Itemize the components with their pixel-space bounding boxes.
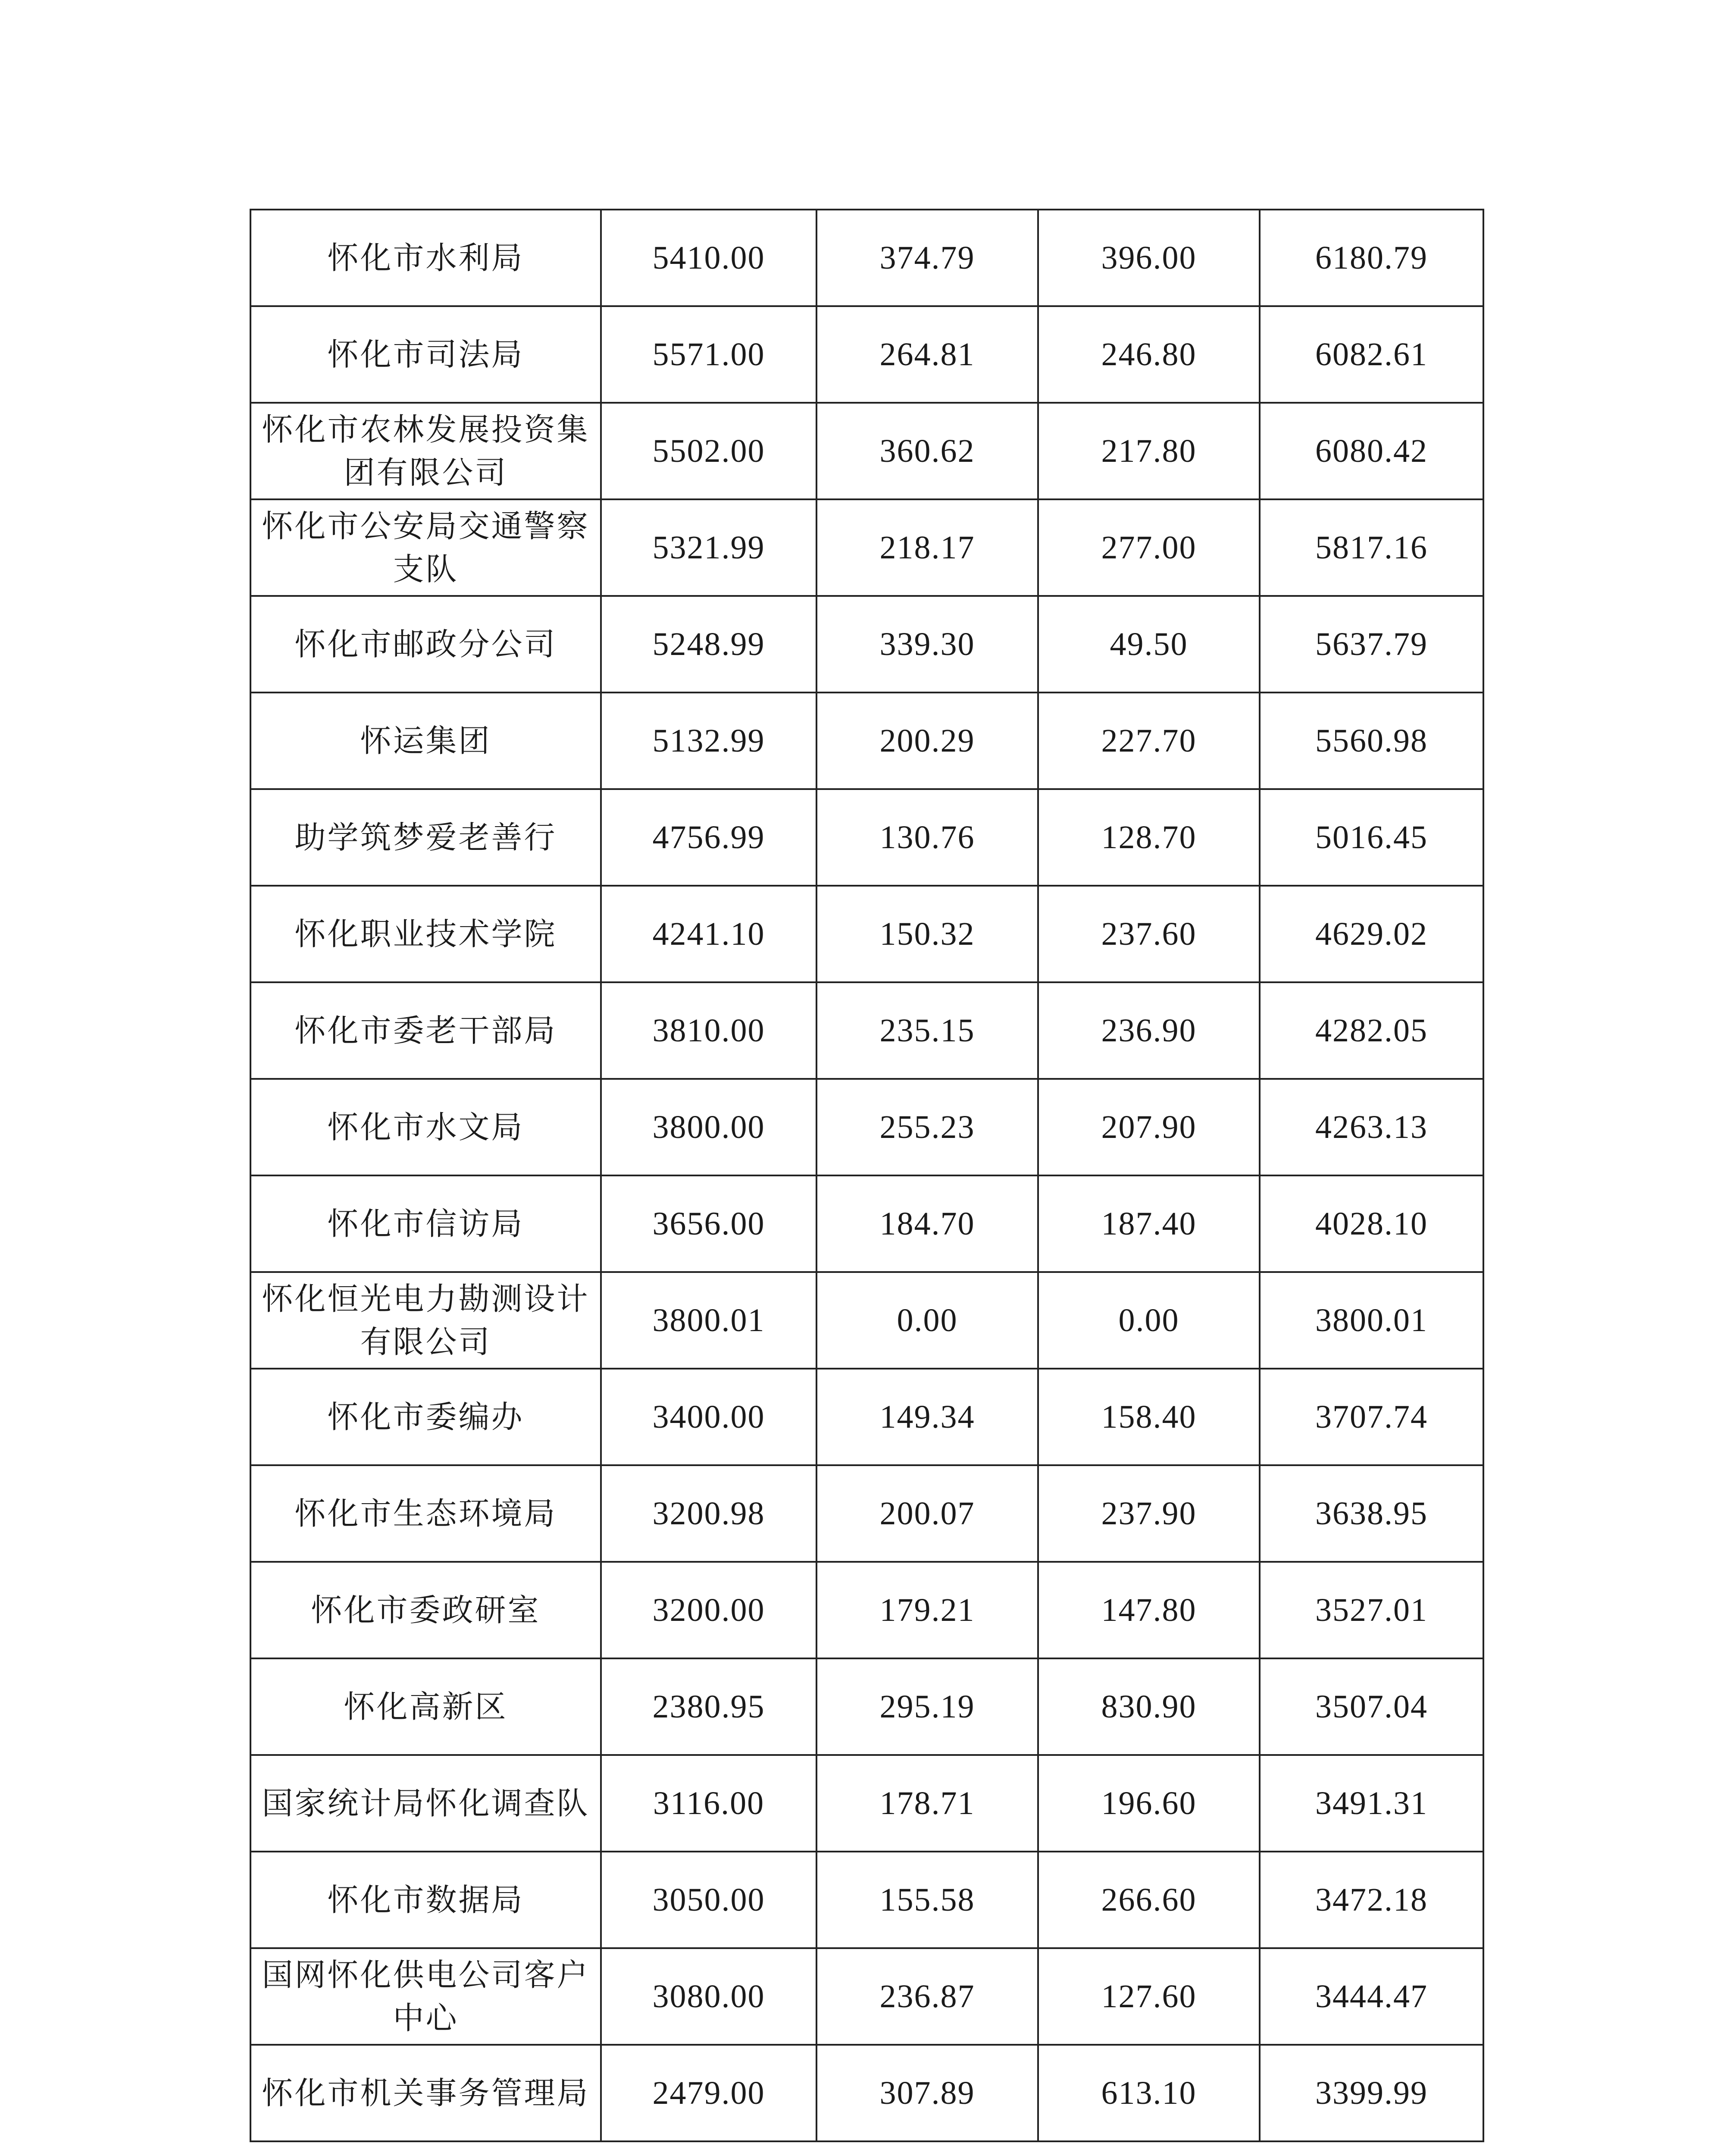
total-cell: 5817.16 [1260,499,1483,596]
value-cell-1: 3200.00 [601,1562,816,1658]
value-cell-2: 150.32 [816,886,1038,982]
value-cell-2: 264.81 [816,306,1038,403]
data-table [250,209,1484,2142]
total-cell: 5637.79 [1260,596,1483,693]
table-row [250,1852,1483,1948]
value-cell-1: 3400.00 [601,1369,816,1465]
table-row [250,1175,1483,1272]
value-cell-2: 236.87 [816,1948,1038,2045]
unit-name-cell: 助学筑梦爱老善行 [250,789,601,886]
total-cell: 4263.13 [1260,1079,1483,1175]
table-row [250,1948,1483,2045]
value-cell-2: 200.29 [816,693,1038,789]
unit-name-cell: 怀化职业技术学院 [250,886,601,982]
value-cell-3: 217.80 [1038,403,1260,499]
value-cell-3: 236.90 [1038,982,1260,1079]
table-row [250,306,1483,403]
unit-name-cell: 怀化高新区 [250,1658,601,1755]
unit-name-cell: 国家统计局怀化调查队 [250,1755,601,1852]
table-row [250,1079,1483,1175]
value-cell-1: 3810.00 [601,982,816,1079]
value-cell-1: 5248.99 [601,596,816,693]
unit-name-cell: 怀化市公安局交通警察支队 [250,499,601,596]
value-cell-1: 4241.10 [601,886,816,982]
total-cell: 6082.61 [1260,306,1483,403]
unit-name-cell: 怀化市委政研室 [250,1562,601,1658]
value-cell-1: 5502.00 [601,403,816,499]
value-cell-2: 360.62 [816,403,1038,499]
value-cell-2: 184.70 [816,1175,1038,1272]
table-row [250,693,1483,789]
total-cell: 3707.74 [1260,1369,1483,1465]
value-cell-2: 130.76 [816,789,1038,886]
value-cell-3: 207.90 [1038,1079,1260,1175]
value-cell-2: 0.00 [816,1272,1038,1369]
table-row [250,210,1483,306]
value-cell-1: 3800.01 [601,1272,816,1369]
unit-name-cell: 怀化市水利局 [250,210,601,306]
value-cell-3: 277.00 [1038,499,1260,596]
total-cell: 3638.95 [1260,1465,1483,1562]
unit-name-cell: 怀化市生态环境局 [250,1465,601,1562]
total-cell: 5016.45 [1260,789,1483,886]
total-cell: 3507.04 [1260,1658,1483,1755]
unit-name-cell: 怀化市水文局 [250,1079,601,1175]
value-cell-3: 237.60 [1038,886,1260,982]
value-cell-3: 0.00 [1038,1272,1260,1369]
value-cell-3: 246.80 [1038,306,1260,403]
value-cell-2: 155.58 [816,1852,1038,1948]
unit-name-cell: 怀化市邮政分公司 [250,596,601,693]
unit-name-cell: 怀化市委编办 [250,1369,601,1465]
unit-name-cell: 怀化市农林发展投资集团有限公司 [250,403,601,499]
value-cell-3: 196.60 [1038,1755,1260,1852]
value-cell-1: 3050.00 [601,1852,816,1948]
table-row [250,886,1483,982]
table-row [250,499,1483,596]
total-cell: 3399.99 [1260,2045,1483,2141]
total-cell: 4629.02 [1260,886,1483,982]
table-row [250,982,1483,1079]
total-cell: 5560.98 [1260,693,1483,789]
unit-name-cell: 怀化市信访局 [250,1175,601,1272]
total-cell: 3472.18 [1260,1852,1483,1948]
value-cell-3: 147.80 [1038,1562,1260,1658]
total-cell: 3444.47 [1260,1948,1483,2045]
value-cell-1: 3656.00 [601,1175,816,1272]
total-cell: 3800.01 [1260,1272,1483,1369]
unit-name-cell: 怀运集团 [250,693,601,789]
table-row [250,1272,1483,1369]
value-cell-2: 374.79 [816,210,1038,306]
value-cell-2: 339.30 [816,596,1038,693]
table-row [250,1658,1483,1755]
value-cell-2: 178.71 [816,1755,1038,1852]
value-cell-3: 227.70 [1038,693,1260,789]
total-cell: 3491.31 [1260,1755,1483,1852]
unit-name-cell: 怀化市机关事务管理局 [250,2045,601,2141]
unit-name-cell: 怀化市司法局 [250,306,601,403]
unit-name-cell: 怀化恒光电力勘测设计有限公司 [250,1272,601,1369]
value-cell-1: 2380.95 [601,1658,816,1755]
value-cell-1: 5321.99 [601,499,816,596]
value-cell-3: 187.40 [1038,1175,1260,1272]
value-cell-1: 5410.00 [601,210,816,306]
table-row [250,1755,1483,1852]
total-cell: 4282.05 [1260,982,1483,1079]
value-cell-3: 128.70 [1038,789,1260,886]
table-row [250,2045,1483,2141]
table-row [250,596,1483,693]
unit-name-cell: 国网怀化供电公司客户中心 [250,1948,601,2045]
value-cell-3: 266.60 [1038,1852,1260,1948]
table-row [250,1465,1483,1562]
value-cell-2: 307.89 [816,2045,1038,2141]
value-cell-3: 396.00 [1038,210,1260,306]
total-cell: 3527.01 [1260,1562,1483,1658]
unit-name-cell: 怀化市委老干部局 [250,982,601,1079]
table-body [250,210,1483,2141]
total-cell: 6180.79 [1260,210,1483,306]
value-cell-1: 5571.00 [601,306,816,403]
value-cell-2: 149.34 [816,1369,1038,1465]
value-cell-1: 3200.98 [601,1465,816,1562]
value-cell-3: 613.10 [1038,2045,1260,2141]
value-cell-2: 255.23 [816,1079,1038,1175]
value-cell-3: 49.50 [1038,596,1260,693]
value-cell-2: 218.17 [816,499,1038,596]
value-cell-3: 830.90 [1038,1658,1260,1755]
value-cell-1: 2479.00 [601,2045,816,2141]
value-cell-2: 235.15 [816,982,1038,1079]
value-cell-1: 3080.00 [601,1948,816,2045]
value-cell-2: 200.07 [816,1465,1038,1562]
table-row [250,1562,1483,1658]
value-cell-1: 4756.99 [601,789,816,886]
value-cell-1: 3116.00 [601,1755,816,1852]
value-cell-2: 179.21 [816,1562,1038,1658]
value-cell-2: 295.19 [816,1658,1038,1755]
total-cell: 4028.10 [1260,1175,1483,1272]
value-cell-1: 5132.99 [601,693,816,789]
table-row [250,403,1483,499]
value-cell-3: 158.40 [1038,1369,1260,1465]
value-cell-3: 127.60 [1038,1948,1260,2045]
value-cell-3: 237.90 [1038,1465,1260,1562]
table-row [250,1369,1483,1465]
value-cell-1: 3800.00 [601,1079,816,1175]
unit-name-cell: 怀化市数据局 [250,1852,601,1948]
total-cell: 6080.42 [1260,403,1483,499]
table-row [250,789,1483,886]
